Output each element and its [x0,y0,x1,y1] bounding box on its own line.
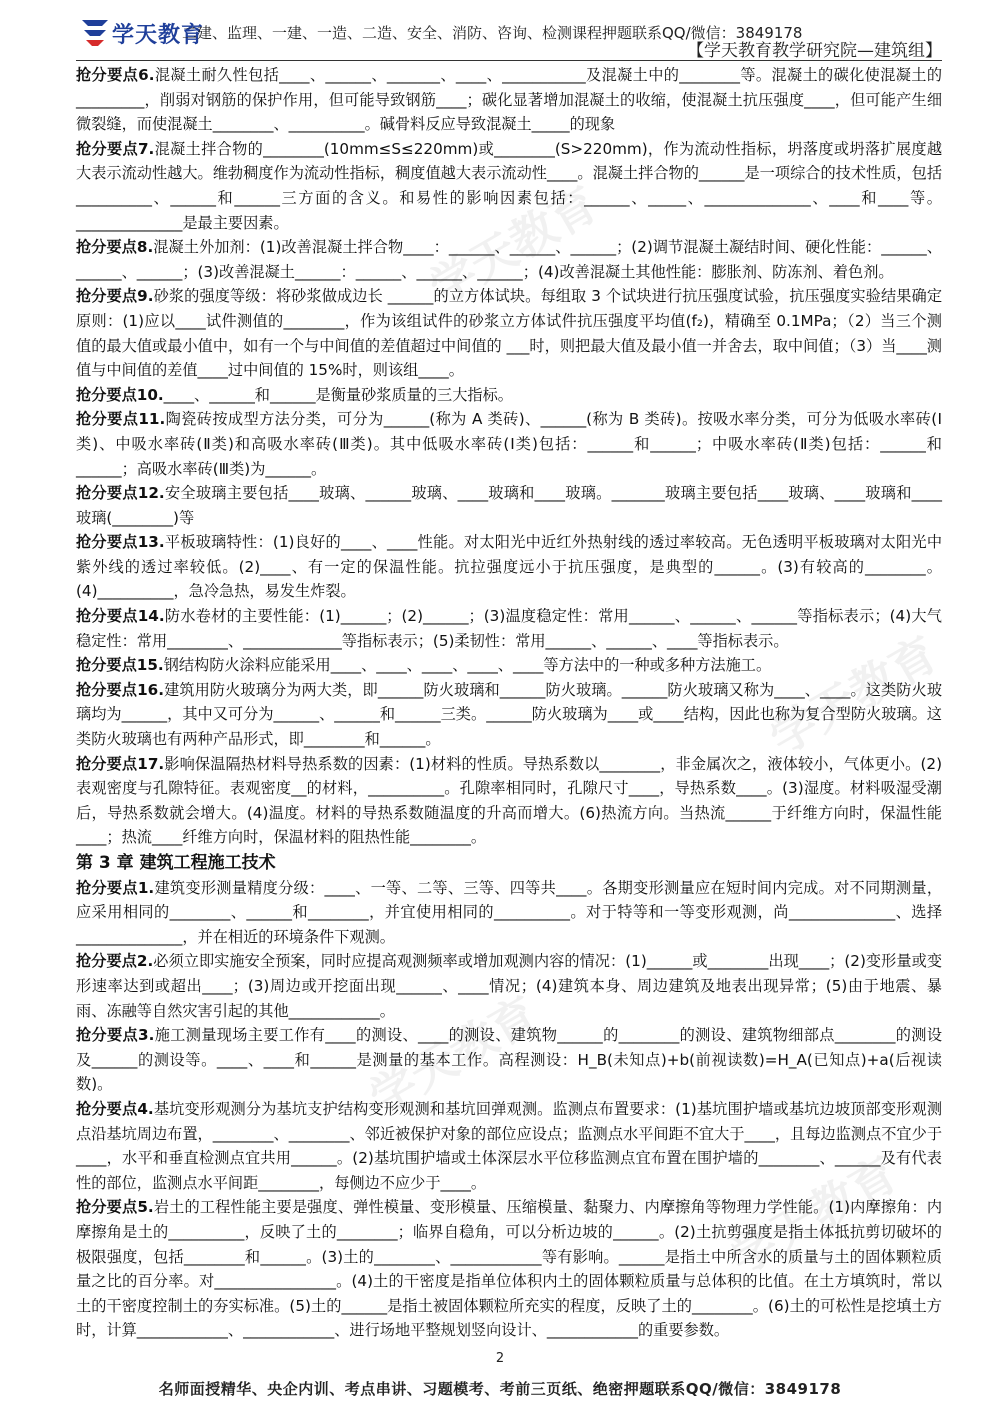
point-paragraph [76,481,942,530]
point-text: 岩土的工程性能主要是强度、弹性模量、变形模量、压缩模量、黏聚力、内摩擦角等物理力学性能。(1)内摩擦角：内摩擦角是土的__________，反映了土的________；临界自稳角，可以分析边坡的______。(2)土抗剪强度是指土体抵抗剪切破坏的极限强度，包括________和______。(3)土的________、____________等有影响。______是指土中所含水的质量与土的固体颗粒质量之比的百分率。对________________。(4)土的干密度是指单位体积内土的固体颗粒质量与总体积的比值。在土方填筑时，常以土的干密度控制土的夯实标准。(5)土的______是指土被固体颗粒所充实的程度，反映了土的________。(6)土的可松性是挖填土方时，计算____________、____________、进行场地平整规划竖向设计、____________的重要参数。 [76,1198,943,1340]
watermark: 学天教育 [360,986,547,1125]
point-number: 3. [138,1026,155,1045]
point-key: 抢分要点 [76,680,138,699]
point-number: 10. [136,385,164,404]
point-text: 混凝土外加剂：(1)改善混凝土拌合物____：______、______、______；(2)调节混凝土凝结时间、硬化性能：______、______、______；(3)改善混凝土______：______、______、______；(4)改善混凝土其他性能：膨胀剂、防冻剂、着色剂。 [76,238,942,281]
point-paragraph [76,235,942,284]
point-text: 影响保温隔热材料导热系数的因素：(1)材料的性质。导热系数以________，非金属次之，液体较小，气体更小。(2)表观密度与孔隙特征。表观密度__的材料，__________。孔隙率相同时，孔隙尺寸____，导热系数____。(3)湿度。材料吸湿受潮后，导热系数就会增大。(4)温度。材料的导热系数随温度的升高而增大。(6)热流方向。当热流______于纤维方向时，保温性能____；热流____纤维方向时，保温材料的阻热性能________。 [76,754,942,847]
point-key: 抢分要点 [76,139,138,158]
point-text: 混凝土拌合物的________(10mm≤S≤220mm)或________(S>220mm)，作为流动性指标，坍落度或坍落扩展度越大表示流动性越大。维勃稠度作为流动性指标，稠度值越大表示流动性____。混凝土拌合物的______是一项综合的技术性质，包括__________、______和______三方面的含义。和易性的影响因素包括：______、_____、______________、____和____等。______________是最主要因素。 [76,139,943,232]
point-number: 7. [137,139,155,158]
logo-text: 学天教育 [112,23,205,48]
point-paragraph [76,383,942,408]
point-paragraph [76,1023,942,1097]
point-paragraph [76,1097,942,1195]
point-text: 钢结构防火涂料应能采用____、____、____、____、____等方法中的一种或多种方法施工。 [163,656,772,675]
point-number: 12. [137,484,165,503]
point-number: 16. [137,680,164,699]
point-text: 建筑用防火玻璃分为两大类，即______防火玻璃和______防火玻璃。______防火玻璃又称为____、____。这类防火玻璃均为______，其中又可分为______、______和______三类。______防火玻璃为____或____结构，因此也称为复合型防火玻璃。这类防火玻璃也有两种产品形式，即________和______。 [76,680,943,749]
point-key: 抢分要点 [76,656,137,675]
point-text: 防水卷材的主要性能：(1)______；(2)______；(3)温度稳定性：常用______、______、______等指标表示；(4)大气稳定性：常用________、_____________等指标表示；(5)柔韧性：常用______、______、____等指标表示。 [76,607,942,650]
document-body [76,63,942,1343]
page-header [0,0,1000,64]
point-paragraph [76,876,942,950]
point-paragraph [76,653,942,678]
point-text: 砂浆的强度等级：将砂浆做成边长 ______的立方体试块。每组取 3 个试块进行抗压强度试验，抗压强度实验结果确定原则：(1)应以____试件测值的________，作为该组试件的砂浆立方体试件抗压强度平均值(f₂)，精确至 0.1MPa；（2）当三个测值的最大值或最小值中，如有一个与中间值的差值超过中间值的 ___时，则把最大值及最小值一并舍去，取中间值；（3）当____测值与中间值的差值____过中间值的 15%时，则该组____。 [76,287,943,380]
point-number: 4. [137,1099,154,1118]
point-paragraph [76,63,942,137]
point-key: 抢分要点 [76,878,138,897]
footer-promo: 名师面授精华、央企内训、考点串讲、习题模考、考前三页纸、绝密押题联系QQ/微信：3849178 [158,1380,842,1398]
point-key: 抢分要点 [76,385,137,404]
point-key: 抢分要点 [76,952,137,971]
header-org-label: 【学天教育教学研究院—建筑组】 [687,41,942,61]
point-paragraph [76,530,942,604]
point-key: 抢分要点 [76,1026,139,1045]
point-text: 建筑变形测量精度分级：____、一等、二等、三等、四等共____。各期变形测量应在短时间内完成。对不同期测量，应采用相同的________、______和________，并宜使用相同的__________。对于特等和一等变形观测，尚______________、选择______________，并在相近的环境条件下观测。 [76,878,943,946]
point-key: 抢分要点 [76,287,138,306]
logo-icon [80,16,110,46]
point-key: 抢分要点 [76,607,138,626]
point-key: 抢分要点 [76,1099,138,1118]
point-number: 8. [136,238,154,257]
point-paragraph [76,1195,942,1343]
point-text: 基坑变形观测分为基坑支护结构变形观测和基坑回弹观测。监测点布置要求：(1)基坑围护墙或基坑边坡顶部变形观测点沿基坑周边布置，________、________、邻近被保护对象的部位应设点；监测点水平间距不宜大于____，且每边监测点不宜少于____，水平和垂直检测点宜共用______。(2)基坑围护墙或土体深层水平位移监测点宜布置在围护墙的________、______及有代表性的部位，监测点水平间距________，每侧边不应少于____。 [76,1099,943,1192]
point-key: 抢分要点 [76,1198,138,1217]
point-number: 11. [138,410,166,429]
point-number: 9. [137,287,154,306]
header-promo-line: 二建、监理、一建、一造、二造、安全、消防、咨询、检测课程押题联系QQ/微信：3849178 [182,24,803,42]
point-paragraph [76,949,942,1023]
point-paragraph [76,407,942,481]
logo [80,14,205,48]
point-key: 抢分要点 [76,533,138,552]
point-text: 必须立即实施安全预案，同时应提高观测频率或增加观测内容的情况：(1)______或________出现____；(2)变形量或变形速率达到或超出____；(3)周边或开挖面出现______、____情况；(4)建筑本身、周边建筑及地表出现异常；(5)由于地震、暴雨、冻融等自然灾害引起的其他____________。 [76,952,943,1020]
watermark: 学天教育 [720,1146,907,1285]
point-number: 15. [136,656,164,675]
point-paragraph [76,604,942,653]
point-text: 施工测量现场主要工作有____的测设、____的测设、建筑物______的________的测设、建筑物细部点________的测设及______的测设等。____、____和______是测量的基本工作。高程测设：H_B(未知点)+b(前视读数)=H_A(已知点)+a(后视读数)。 [76,1026,943,1094]
watermark: 学天教育 [420,176,607,315]
point-paragraph [76,678,942,752]
point-text: ____、______和______是衡量砂浆质量的三大指标。 [163,385,513,404]
point-text: 陶瓷砖按成型方法分类，可分为______(称为 A 类砖)、______(称为 B 类砖)。按吸水率分类，可分为低吸水率砖(Ⅰ类)、中吸水率砖(Ⅱ类)和高吸水率砖(Ⅲ类)。其中低吸水率砖(Ⅰ类)包括：______和______；中吸水率砖(Ⅱ类)包括：______和______；高吸水率砖(Ⅲ类)为______。 [76,410,942,478]
point-text: 平板玻璃特性：(1)良好的____、____性能。对太阳光中近红外热射线的透过率较高。无色透明平板玻璃对太阳光中紫外线的透过率较低。(2)____、有一定的保温性能。抗拉强度远小于抗压强度，是典型的______。(3)有较高的________。(4)__________，急冷急热，易发生炸裂。 [76,533,943,601]
header-divider [76,60,942,61]
point-paragraph [76,284,942,382]
point-number: 17. [137,754,165,773]
watermark: 学天教育 [760,626,947,765]
point-key: 抢分要点 [76,238,137,257]
point-text: 安全玻璃主要包括____玻璃、______玻璃、____玻璃和____玻璃。_______玻璃主要包括____玻璃、____玻璃和____玻璃(________)等 [76,484,943,527]
point-key: 抢分要点 [76,66,139,84]
point-number: 6. [138,66,155,84]
chapter-title: 第 3 章 建筑工程施工技术 [76,853,276,873]
point-paragraph [76,137,942,235]
page-number: 2 [495,1351,505,1366]
point-number: 13. [137,533,165,552]
point-number: 1. [137,878,155,897]
point-key: 抢分要点 [76,410,139,429]
point-key: 抢分要点 [76,754,138,773]
point-number: 2. [136,952,154,971]
point-number: 5. [137,1198,154,1217]
point-key: 抢分要点 [76,484,138,503]
point-number: 14. [137,607,165,626]
point-paragraph [76,752,942,850]
point-text: 混凝土耐久性包括____、______、_______、____、___________及混凝土中的________等。混凝土的碳化使混凝土的_________，削弱对钢筋的保护作用，但可能导致钢筋____；碳化显著增加混凝土的收缩，使混凝土抗压强度____，但可能产生细微裂缝，而使混凝土________、__________。碱骨料反应导致混凝土_____的现象 [76,66,943,134]
